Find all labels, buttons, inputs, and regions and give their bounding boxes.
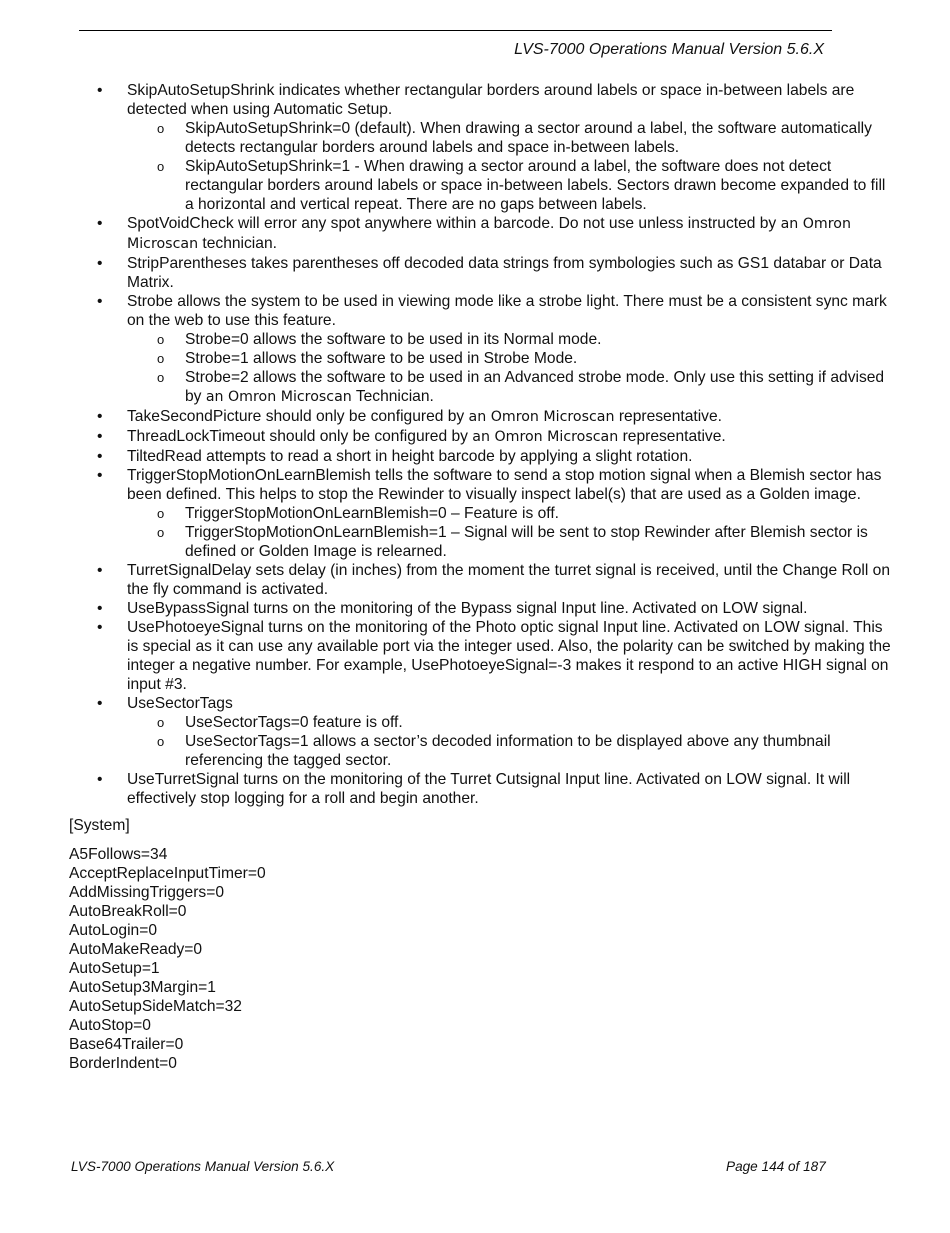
config-entry: AutoSetupSideMatch=32: [69, 998, 242, 1015]
item-text: ThreadLockTimeout should only be configured by: [127, 428, 473, 445]
sub-item: o Strobe=0 allows the software to be used in its Normal mode.: [127, 330, 894, 349]
list-item: • UseBypassSignal turns on the monitoring of the Bypass signal Input line. Activated on LOW signal.: [69, 599, 894, 618]
list-item: • UsePhotoeyeSignal turns on the monitoring of the Photo optic signal Input line. Activated on LOW signal. This is special as it can use any available port via the integer used. Also, the polarity can be switched by making the integer a negative number. For example, UsePhotoeyeSignal=-3 makes it respond to an active HIGH signal on input #3.: [69, 618, 894, 694]
list-item: [69, 81, 894, 214]
item-text: Strobe allows the system to be used in viewing mode like a strobe light. There must be a consistent sync mark on the web to use this feature.: [127, 293, 887, 329]
list-item: [69, 292, 894, 407]
config-entry: AutoSetup=1: [69, 960, 160, 977]
sub-list: [127, 504, 894, 561]
sub-list: [127, 330, 894, 407]
config-entry: Base64Trailer=0: [69, 1036, 184, 1053]
page-body: [69, 81, 894, 1073]
item-text: SpotVoidCheck will error any spot anywhere within a barcode. Do not use unless instructed by: [127, 215, 781, 232]
sub-list: [127, 713, 894, 770]
config-entry: AcceptReplaceInputTimer=0: [69, 865, 266, 882]
config-entry: A5Follows=34: [69, 846, 168, 863]
sub-item: o UseSectorTags=0 feature is off.: [127, 713, 894, 732]
sub-item: o SkipAutoSetupShrink=0 (default). When drawing a sector around a label, the software automatically detects rectangular borders around labels and space in-between labels.: [127, 119, 894, 157]
page-number: Page 144 of 187: [726, 1159, 826, 1174]
list-item: • UseTurretSignal turns on the monitoring of the Turret Cutsignal Input line. Activated on LOW signal. It will effectively stop logging for a roll and begin another.: [69, 770, 894, 808]
brand-text: an Omron Microscan: [205, 389, 352, 405]
item-text: representative.: [618, 428, 726, 445]
list-item: [69, 466, 894, 561]
section-title: [System]: [69, 817, 130, 834]
config-entries: [69, 845, 894, 1073]
sub-item: o Strobe=1 allows the software to be used in Strobe Mode.: [127, 349, 894, 368]
sub-item: [127, 368, 894, 407]
list-item: [69, 427, 894, 447]
list-item: • TiltedRead attempts to read a short in height barcode by applying a slight rotation.: [69, 447, 894, 466]
footer-title: LVS-7000 Operations Manual Version 5.6.X: [71, 1159, 335, 1174]
item-text: Strobe=2 allows the software to be used in an Advanced strobe mode. Only use this setting if advised by: [185, 369, 885, 405]
sub-item: o UseSectorTags=1 allows a sector’s decoded information to be displayed above any thumbnail referencing the tagged sector.: [127, 732, 894, 770]
item-text: UseSectorTags: [127, 695, 233, 712]
list-item: [69, 407, 894, 427]
setting-list: [69, 81, 894, 808]
config-entry: AutoSetup3Margin=1: [69, 979, 216, 996]
sub-item: o TriggerStopMotionOnLearnBlemish=0 – Feature is off.: [127, 504, 894, 523]
item-text: technician.: [198, 235, 277, 252]
item-text: representative.: [614, 408, 722, 425]
sub-item: o TriggerStopMotionOnLearnBlemish=1 – Signal will be sent to stop Rewinder after Blemish sector is defined or Golden Image is relearned.: [127, 523, 894, 561]
list-item: • StripParentheses takes parentheses off decoded data strings from symbologies such as GS1 databar or Data Matrix.: [69, 254, 894, 292]
brand-text: an Omron Microscan: [472, 429, 619, 445]
sub-item: o SkipAutoSetupShrink=1 - When drawing a sector around a label, the software does not detect rectangular borders around labels or space in-between labels. Sectors drawn become expanded to fill a horizontal and vertical repeat. There are no gaps between labels.: [127, 157, 894, 214]
config-entry: AutoStop=0: [69, 1017, 151, 1034]
brand-text: an Omron Microscan: [468, 409, 615, 425]
list-item: [69, 694, 894, 770]
item-text: TakeSecondPicture should only be configured by: [127, 408, 469, 425]
sub-list: [127, 119, 894, 214]
list-item: • TurretSignalDelay sets delay (in inches) from the moment the turret signal is received, until the Change Roll on the fly command is activated.: [69, 561, 894, 599]
item-text: TriggerStopMotionOnLearnBlemish tells the software to send a stop motion signal when a Blemish sector has been defined. This helps to stop the Rewinder to visually inspect label(s) that are used as a Golden image.: [127, 467, 882, 503]
config-entry: BorderIndent=0: [69, 1055, 177, 1072]
config-entry: AddMissingTriggers=0: [69, 884, 224, 901]
header-title: LVS-7000 Operations Manual Version 5.6.X: [514, 41, 824, 58]
item-text: Technician.: [351, 388, 434, 405]
config-entry: AutoMakeReady=0: [69, 941, 203, 958]
list-item: [69, 214, 894, 254]
config-entry: AutoBreakRoll=0: [69, 903, 187, 920]
brand-text: an Omron Microscan: [127, 216, 851, 252]
header-rule: [79, 30, 832, 31]
item-text: SkipAutoSetupShrink indicates whether rectangular borders around labels or space in-between labels are detected when using Automatic Setup.: [127, 82, 855, 118]
config-entry: AutoLogin=0: [69, 922, 158, 939]
